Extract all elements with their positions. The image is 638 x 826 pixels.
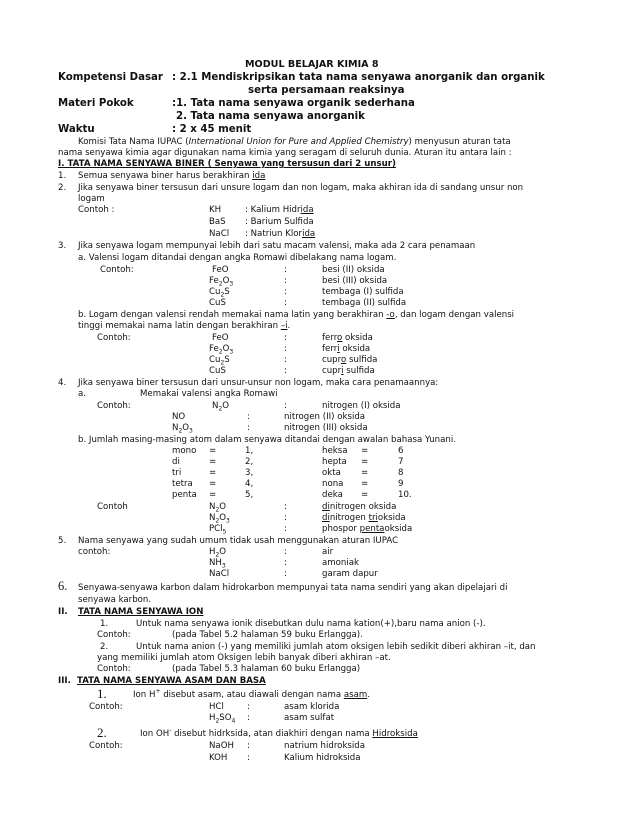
formula: NO xyxy=(172,412,186,422)
separator: : xyxy=(247,412,250,422)
equals: = xyxy=(361,479,369,489)
separator: : xyxy=(284,513,287,523)
item-4a-label: a. xyxy=(78,389,86,399)
separator: : xyxy=(284,502,287,512)
compound-name: cupro sulfida xyxy=(322,355,378,365)
formula: PCl$_5$ xyxy=(209,524,227,536)
compound-name: cupri sulfida xyxy=(322,366,375,376)
item-4a-text: Memakai valensi angka Romawi xyxy=(140,389,278,399)
item-5-text: Nama senyawa yang sudah umum tidak usah menggunakan aturan IUPAC xyxy=(78,536,399,546)
separator: : xyxy=(284,366,287,376)
compound-name: dinitrogen oksida xyxy=(322,502,397,512)
intro-line-2: nama senyawa kimia agar digunakan nama kimia yang seragam di seluruh dunia. Aturan itu antara lain : xyxy=(58,148,512,158)
prefix-number: 4, xyxy=(245,479,254,489)
formula: FeO xyxy=(212,333,229,343)
equals: = xyxy=(361,446,369,456)
separator: : xyxy=(284,333,287,343)
section-3-item-1-contoh-label: Contoh: xyxy=(89,702,123,712)
formula: $NH_3$ xyxy=(209,558,226,570)
prefix-number: 6 xyxy=(398,446,404,456)
document-title: MODUL BELAJAR KIMIA 8 xyxy=(245,59,379,70)
equals: = xyxy=(209,457,217,467)
equals: = xyxy=(209,468,217,478)
kd-value-1: : 2.1 Mendiskripsikan tata nama senyawa anorganik dan organik xyxy=(172,72,545,83)
compound-name: tembaga (II) sulfida xyxy=(322,298,407,308)
item-3-number: 3. xyxy=(58,241,67,251)
section-3-number: III. xyxy=(58,676,71,686)
section-3-item-2-number: 2. xyxy=(97,725,107,740)
separator: : xyxy=(247,713,250,723)
section-3-item-1-text: Ion H+ disebut asam, atau diawali dengan nama asam. xyxy=(133,688,370,700)
compound-name: nitrogen (II) oksida xyxy=(284,412,366,422)
section-3-heading: TATA NAMA SENYAWA ASAM DAN BASA xyxy=(77,676,266,686)
compound-name: ferri oksida xyxy=(322,344,371,354)
prefix-number: 1, xyxy=(245,446,254,456)
item-4-text: Jika senyawa biner tersusun dari unsur-unsur non logam, maka cara penamaannya: xyxy=(78,378,439,388)
section-2-heading: TATA NAMA SENYAWA ION xyxy=(78,607,204,617)
formula: $Cu_2S$ xyxy=(209,287,230,299)
prefix: tetra xyxy=(172,479,193,489)
item-5-number: 5. xyxy=(58,536,67,546)
compound-name: ferro oksida xyxy=(322,333,373,343)
kd-label: Kompetensi Dasar xyxy=(58,72,163,83)
mp-value-1: :1. Tata nama senyawa organik sederhana xyxy=(172,98,415,109)
section-2-item-2-number: 2. xyxy=(100,642,109,652)
equals: = xyxy=(361,490,369,500)
separator: : xyxy=(284,558,287,568)
formula: $H_2SO_4$ xyxy=(209,713,236,725)
prefix: okta xyxy=(322,468,341,478)
formula: NaOH xyxy=(209,741,234,751)
item-1-number: 1. xyxy=(58,171,67,181)
section-3-item-2-text: Ion OH- disebut hidrksida, atan diakhiri dengan nama Hidroksida xyxy=(140,727,418,739)
item-3a-contoh-label: Contoh: xyxy=(100,265,134,275)
formula: NaCl xyxy=(209,569,230,579)
formula: $Fe_2O_3$ xyxy=(209,276,234,288)
formula: KOH xyxy=(209,753,228,763)
formula: BaS xyxy=(209,217,226,227)
item-3b-text-2: tinggi memakai nama latin dengan berakhiran –i. xyxy=(78,321,291,331)
item-2-text-2: logam xyxy=(78,194,105,204)
section-2-item-1-text: Untuk nama senyawa ionik disebutkan dulu nama kation(+),baru nama anion (-). xyxy=(136,619,486,629)
prefix: deka xyxy=(322,490,343,500)
formula: NaCl xyxy=(209,229,230,239)
compound-name: : Kalium Hidrida xyxy=(245,205,314,215)
separator: : xyxy=(247,753,250,763)
prefix: mono xyxy=(172,446,197,456)
section-2-item-2-text-1: Untuk nama anion (-) yang memiliki jumlah atom oksigen lebih sedikit diberi akhiran –it, dan xyxy=(136,642,536,652)
formula: HCl xyxy=(209,702,224,712)
item-4a-contoh-label: Contoh: xyxy=(97,401,131,411)
compound-name: natrium hidroksida xyxy=(284,741,366,751)
separator: : xyxy=(284,298,287,308)
prefix: hepta xyxy=(322,457,347,467)
item-2-contoh-label: Contoh : xyxy=(78,205,115,215)
compound-name: air xyxy=(322,547,334,557)
mp-value-2: 2. Tata nama senyawa anorganik xyxy=(176,111,365,122)
separator: : xyxy=(284,344,287,354)
item-3-text: Jika senyawa logam mempunyai lebih dari satu macam valensi, maka ada 2 cara penamaan xyxy=(78,241,476,251)
formula: CuS xyxy=(209,298,226,308)
prefix: tri xyxy=(172,468,182,478)
section-2-item-2-contoh-label: Contoh: xyxy=(97,664,131,674)
formula: $N_2O_3$ xyxy=(209,513,230,525)
item-4b-contoh-label: Contoh xyxy=(97,502,128,512)
separator: : xyxy=(247,741,250,751)
prefix-number: 7 xyxy=(398,457,404,467)
section-2-item-2-reference: (pada Tabel 5.3 halaman 60 buku Erlangga) xyxy=(172,664,361,674)
formula: FeO xyxy=(212,265,229,275)
formula: $N_2O$ xyxy=(209,502,227,514)
equals: = xyxy=(209,490,217,500)
section-2-item-1-reference: (pada Tabel 5.2 halaman 59 buku Erlangga). xyxy=(172,630,363,640)
compound-name: : Barium Sulfida xyxy=(245,217,314,227)
prefix-number: 2, xyxy=(245,457,254,467)
item-2-number: 2. xyxy=(58,183,67,193)
separator: : xyxy=(284,401,287,411)
formula: KH xyxy=(209,205,222,215)
item-5-contoh-label: contoh: xyxy=(78,547,111,557)
separator: : xyxy=(247,423,250,433)
separator: : xyxy=(284,265,287,275)
prefix-number: 10. xyxy=(398,490,412,500)
separator: : xyxy=(284,569,287,579)
formula: $N_2O_3$ xyxy=(172,423,193,435)
item-2-text-1: Jika senyawa biner tersusun dari unsure logam dan non logam, maka akhiran ida di sandang unsur non xyxy=(78,183,524,193)
item-3b-contoh-label: Contoh: xyxy=(97,333,131,343)
compound-name: asam klorida xyxy=(284,702,340,712)
formula: $Fe_2O_3$ xyxy=(209,344,234,356)
item-3b-text-1: b. Logam dengan valensi rendah memakai nama latin yang berakhiran -o, dan logam dengan valensi xyxy=(78,310,515,320)
item-6-text-1: Senyawa-senyawa karbon dalam hidrokarbon mempunyai tata nama sendiri yang akan dipelajari di xyxy=(78,583,508,593)
item-1-text: Semua senyawa biner harus berakhiran ida xyxy=(78,171,266,181)
compound-name: asam sulfat xyxy=(284,713,335,723)
item-6-number: 6. xyxy=(58,579,68,593)
wk-label: Waktu xyxy=(58,124,95,135)
item-6-text-2: senyawa karbon. xyxy=(78,595,152,605)
item-3a-text: a. Valensi logam ditandai dengan angka Romawi dibelakang nama logam. xyxy=(78,253,397,263)
compound-name: tembaga (I) sulfida xyxy=(322,287,404,297)
prefix: penta xyxy=(172,490,197,500)
prefix: nona xyxy=(322,479,344,489)
equals: = xyxy=(209,446,217,456)
separator: : xyxy=(247,702,250,712)
separator: : xyxy=(284,355,287,365)
prefix-number: 3, xyxy=(245,468,254,478)
formula: $Cu_2S$ xyxy=(209,355,230,367)
compound-name: dinitrogen trioksida xyxy=(322,513,406,523)
equals: = xyxy=(209,479,217,489)
wk-value: : 2 x 45 menit xyxy=(172,124,252,135)
prefix-number: 8 xyxy=(398,468,404,478)
compound-name: amoniak xyxy=(322,558,359,568)
formula: CuS xyxy=(209,366,226,376)
section-2-item-2-text-2: yang memiliki jumlah atom Oksigen lebih banyak diberi akhiran –at. xyxy=(97,653,391,663)
mp-label: Materi Pokok xyxy=(58,98,134,109)
kd-value-2: serta persamaan reaksinya xyxy=(248,85,405,96)
item-4b-text: b. Jumlah masing-masing atom dalam senyawa ditandai dengan awalan bahasa Yunani. xyxy=(78,435,456,445)
compound-name: besi (III) oksida xyxy=(322,276,388,286)
section-3-item-1-number: 1. xyxy=(97,686,107,701)
separator: : xyxy=(284,524,287,534)
intro-line-1: Komisi Tata Nama IUPAC (International Union for Pure and Applied Chemistry) menyusun aturan tata xyxy=(78,137,511,147)
compound-name: besi (II) oksida xyxy=(322,265,385,275)
equals: = xyxy=(361,468,369,478)
equals: = xyxy=(361,457,369,467)
item-4-number: 4. xyxy=(58,378,67,388)
section-2-item-1-number: 1. xyxy=(100,619,109,629)
compound-name: Kalium hidroksida xyxy=(284,753,361,763)
compound-name: nitrogen (III) oksida xyxy=(284,423,368,433)
section-3-item-2-contoh-label: Contoh: xyxy=(89,741,123,751)
prefix-number: 9 xyxy=(398,479,404,489)
formula: $H_2O$ xyxy=(209,547,227,559)
separator: : xyxy=(284,547,287,557)
prefix: di xyxy=(172,457,180,467)
compound-name: phospor pentaoksida xyxy=(322,524,413,534)
compound-name: nitrogen (I) oksida xyxy=(322,401,401,411)
compound-name: garam dapur xyxy=(322,569,378,579)
prefix: heksa xyxy=(322,446,348,456)
section-2-number: II. xyxy=(58,607,68,617)
separator: : xyxy=(284,287,287,297)
prefix-number: 5, xyxy=(245,490,254,500)
compound-name: : Natriun Klorida xyxy=(245,229,316,239)
separator: : xyxy=(284,276,287,286)
section-1-heading: I. TATA NAMA SENYAWA BINER ( Senyawa yang tersusun dari 2 unsur) xyxy=(58,159,396,169)
formula: $N_2O$ xyxy=(212,401,230,413)
section-2-item-1-contoh-label: Contoh: xyxy=(97,630,131,640)
